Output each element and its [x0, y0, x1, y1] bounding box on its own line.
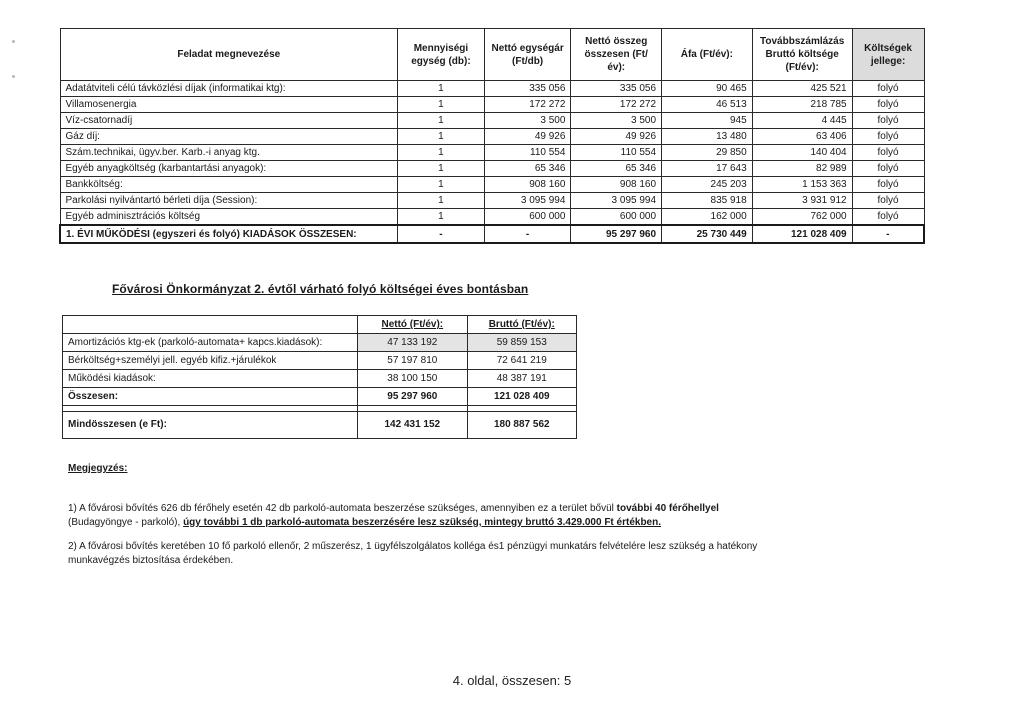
- summary-header-net: Nettó (Ft/év):: [358, 316, 467, 334]
- cell-vat: 29 850: [662, 145, 753, 161]
- cell-gross: 3 931 912: [752, 193, 852, 209]
- summary-header: [63, 316, 577, 334]
- summary-net: 57 197 810: [358, 352, 467, 370]
- cell-task: Szám.technikai, ügyv.ber. Karb.-i anyag ktg.: [60, 145, 398, 161]
- cell-qty: 1: [398, 113, 485, 129]
- cell-gross: 425 521: [752, 81, 852, 97]
- cell-total-net: 65 346: [571, 161, 662, 177]
- cell-gross: 1 153 363: [752, 177, 852, 193]
- cell-task: Villamosenergia: [60, 97, 398, 113]
- summary-gross: 48 387 191: [467, 370, 576, 388]
- cell-vat: 13 480: [662, 129, 753, 145]
- cell-gross: 82 989: [752, 161, 852, 177]
- table-row: [60, 113, 924, 129]
- summary-gross: 59 859 153: [467, 334, 576, 352]
- cell-task: Víz-csatornadíj: [60, 113, 398, 129]
- cell-vat: 17 643: [662, 161, 753, 177]
- cell-vat: 46 513: [662, 97, 753, 113]
- table-row: [60, 193, 924, 209]
- summary-total-net: 95 297 960: [358, 388, 467, 406]
- cell-gross: 4 445: [752, 113, 852, 129]
- table-row: [60, 145, 924, 161]
- summary-label: Működési kiadások:: [63, 370, 358, 388]
- header-nature: Költségek jellege:: [852, 29, 924, 81]
- table-row: [60, 97, 924, 113]
- summary-row: [63, 370, 577, 388]
- cell-total-net: 110 554: [571, 145, 662, 161]
- summary-net: 38 100 150: [358, 370, 467, 388]
- page-footer: 4. oldal, összesen: 5: [452, 673, 572, 688]
- cell-gross: 218 785: [752, 97, 852, 113]
- note-1-bold: további 40 férőhellyel: [616, 503, 719, 514]
- cell-total-net: 600 000: [571, 209, 662, 226]
- cell-nature: folyó: [852, 209, 924, 226]
- cell-qty: 1: [398, 209, 485, 226]
- summary-total-label: Összesen:: [63, 388, 358, 406]
- cell-unit-net: 172 272: [484, 97, 571, 113]
- table-row: [60, 177, 924, 193]
- cell-total-net: 3 095 994: [571, 193, 662, 209]
- cell-vat: 945: [662, 113, 753, 129]
- note-1-underlined: úgy további 1 db parkoló-automata beszerzésére lesz szükség, mintegy bruttó 3.429.000 Ft értékben.: [183, 517, 662, 528]
- grand-total-net: 142 431 152: [358, 412, 467, 439]
- header-unit-net: Nettó egységár (Ft/db): [484, 29, 571, 81]
- total-unit-net: -: [484, 225, 571, 243]
- summary-total-gross: 121 028 409: [467, 388, 576, 406]
- cell-qty: 1: [398, 177, 485, 193]
- total-vat: 25 730 449: [662, 225, 753, 243]
- cell-task: Bankköltség:: [60, 177, 398, 193]
- cell-nature: folyó: [852, 97, 924, 113]
- total-label: 1. ÉVI MŰKÖDÉSI (egyszeri és folyó) KIADÁSOK ÖSSZESEN:: [60, 225, 398, 243]
- cell-total-net: 172 272: [571, 97, 662, 113]
- cell-nature: folyó: [852, 129, 924, 145]
- header-gross: Továbbszámlázás Bruttó költsége (Ft/év):: [752, 29, 852, 81]
- cell-vat: 90 465: [662, 81, 753, 97]
- cell-nature: folyó: [852, 113, 924, 129]
- grand-total-label: Mindösszesen (e Ft):: [63, 412, 358, 439]
- cell-task: Parkolási nyilvántartó bérleti díja (Session):: [60, 193, 398, 209]
- note-1: [68, 502, 768, 530]
- scan-dot: [12, 40, 15, 43]
- cell-task: Egyéb anyagköltség (karbantartási anyagok):: [60, 161, 398, 177]
- cell-qty: 1: [398, 161, 485, 177]
- cell-unit-net: 600 000: [484, 209, 571, 226]
- grand-total-gross: 180 887 562: [467, 412, 576, 439]
- header-task: Feladat megnevezése: [60, 29, 398, 81]
- total-gross: 121 028 409: [752, 225, 852, 243]
- cell-task: Egyéb adminisztrációs költség: [60, 209, 398, 226]
- cell-vat: 835 918: [662, 193, 753, 209]
- summary-net: 47 133 192: [358, 334, 467, 352]
- note-1-text: 1) A fővárosi bővítés 626 db férőhely esetén 42 db parkoló-automata beszerzése szükséges, amennyiben ez a terület bővül: [68, 503, 617, 514]
- table-row: [60, 81, 924, 97]
- note-1-text-2: (Budagyöngye - parkoló),: [68, 517, 184, 528]
- cell-unit-net: 335 056: [484, 81, 571, 97]
- summary-header-blank: [63, 316, 358, 334]
- cell-qty: 1: [398, 145, 485, 161]
- cost-table-header: [60, 29, 924, 81]
- cell-qty: 1: [398, 193, 485, 209]
- cell-nature: folyó: [852, 161, 924, 177]
- table-row: [60, 161, 924, 177]
- cell-unit-net: 65 346: [484, 161, 571, 177]
- cell-gross: 63 406: [752, 129, 852, 145]
- summary-label: Bérköltség+személyi jell. egyéb kifiz.+járulékok: [63, 352, 358, 370]
- cell-gross: 762 000: [752, 209, 852, 226]
- summary-gross: 72 641 219: [467, 352, 576, 370]
- summary-grand-total-row: [63, 412, 577, 439]
- cell-total-net: 335 056: [571, 81, 662, 97]
- cell-qty: 1: [398, 97, 485, 113]
- cell-unit-net: 3 095 994: [484, 193, 571, 209]
- summary-total-row: [63, 388, 577, 406]
- total-nature: -: [852, 225, 924, 243]
- cell-qty: 1: [398, 129, 485, 145]
- cell-unit-net: 908 160: [484, 177, 571, 193]
- cell-nature: folyó: [852, 177, 924, 193]
- notes-title: Megjegyzés:: [68, 463, 128, 474]
- cost-table: [59, 28, 925, 244]
- cell-nature: folyó: [852, 81, 924, 97]
- cell-unit-net: 110 554: [484, 145, 571, 161]
- table-row: [60, 129, 924, 145]
- cell-vat: 162 000: [662, 209, 753, 226]
- cell-nature: folyó: [852, 193, 924, 209]
- section-title: Fővárosi Önkormányzat 2. évtől várható folyó költségei éves bontásban: [112, 282, 529, 296]
- summary-label: Amortizációs ktg-ek (parkoló-automata+ kapcs.kiadások):: [63, 334, 358, 352]
- cell-gross: 140 404: [752, 145, 852, 161]
- header-vat: Áfa (Ft/év):: [662, 29, 753, 81]
- summary-table: [62, 315, 577, 439]
- scan-dot: [12, 75, 15, 78]
- cell-unit-net: 49 926: [484, 129, 571, 145]
- header-total-net: Nettó összeg összesen (Ft/év):: [571, 29, 662, 81]
- cell-unit-net: 3 500: [484, 113, 571, 129]
- cell-vat: 245 203: [662, 177, 753, 193]
- summary-row: [63, 352, 577, 370]
- total-net: 95 297 960: [571, 225, 662, 243]
- summary-header-gross: Bruttó (Ft/év):: [467, 316, 576, 334]
- cell-task: Gáz díj:: [60, 129, 398, 145]
- cell-total-net: 3 500: [571, 113, 662, 129]
- note-2: 2) A fővárosi bővítés keretében 10 fő parkoló ellenőr, 2 műszerész, 1 ügyfélszolgálatos kolléga és1 pénzügyi munkatárs felvételére lesz szükség a hatékony munkavégzés biztosítása érdekében.: [68, 541, 758, 566]
- header-qty: Mennyiségi egység (db):: [398, 29, 485, 81]
- total-row: [60, 225, 924, 243]
- cell-qty: 1: [398, 81, 485, 97]
- cell-total-net: 49 926: [571, 129, 662, 145]
- cell-task: Adatátviteli célú távközlési díjak (informatikai ktg):: [60, 81, 398, 97]
- cell-total-net: 908 160: [571, 177, 662, 193]
- total-qty: -: [398, 225, 485, 243]
- cell-nature: folyó: [852, 145, 924, 161]
- summary-row: [63, 334, 577, 352]
- table-row: [60, 209, 924, 226]
